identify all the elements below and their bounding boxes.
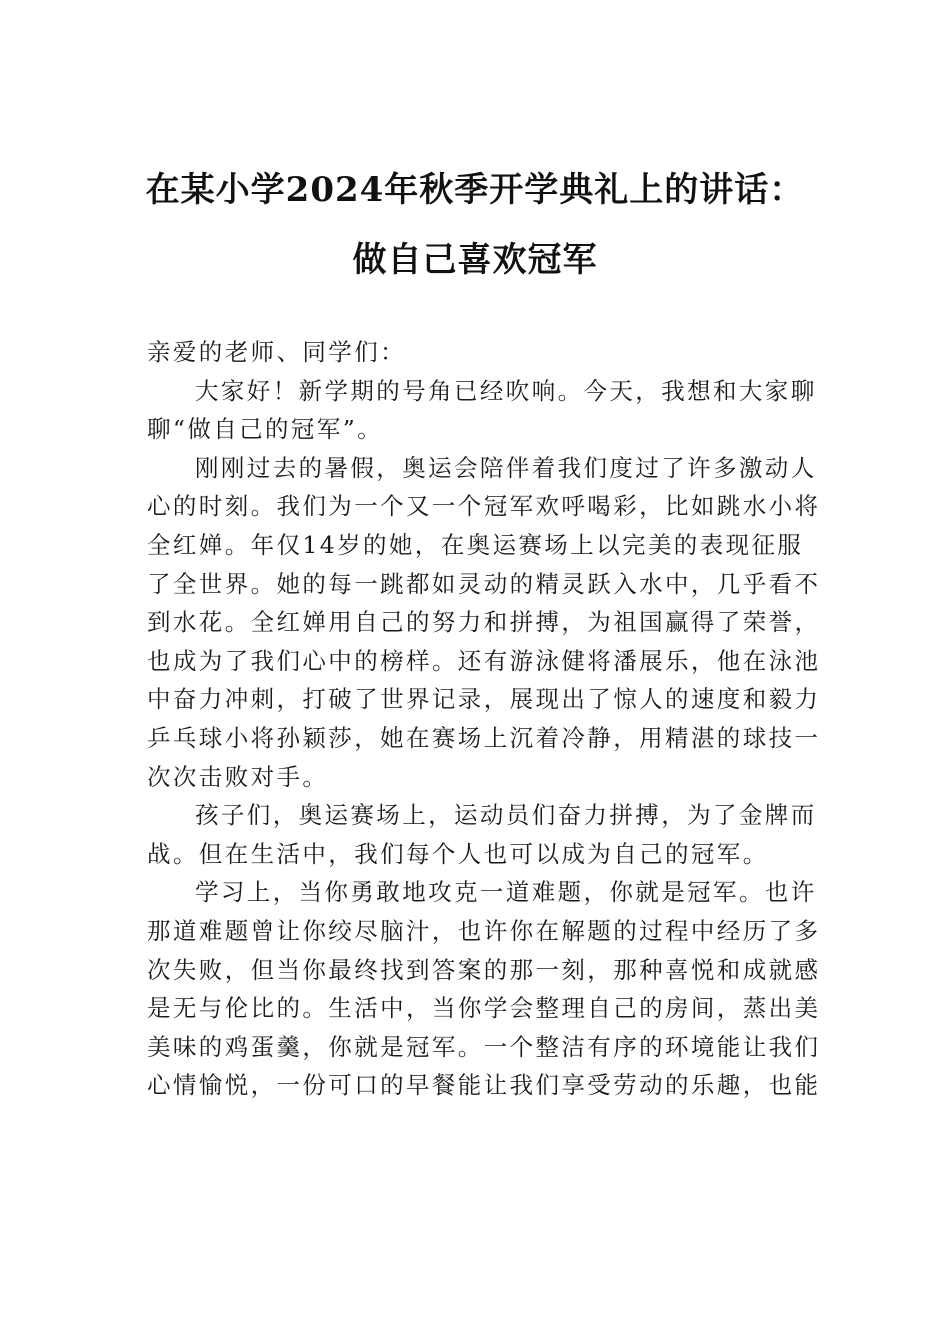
text-line: 次次击败对手。 bbox=[147, 762, 329, 791]
text-line: 心的时刻。我们为一个又一个冠军欢呼喝彩，比如跳水小将 bbox=[147, 492, 821, 521]
text-line: 了全世界。她的每一跳都如灵动的精灵跃入水中，几乎看不 bbox=[147, 569, 821, 598]
text-line: 心情愉悦，一份可口的早餐能让我们享受劳动的乐趣，也能 bbox=[147, 1071, 821, 1100]
text-line: 到水花。全红婵用自己的努力和拼搏，为祖国赢得了荣誉， bbox=[147, 608, 821, 637]
text-line: 次失败，但当你最终找到答案的那一刻，那种喜悦和成就感 bbox=[147, 955, 821, 984]
salutation: 亲爱的老师、同学们： bbox=[147, 338, 406, 366]
text-line: 全红婵。年仅14岁的她，在奥运赛场上以完美的表现征服 bbox=[147, 530, 804, 559]
text-line: 战。但在生活中，我们每个人也可以成为自己的冠军。 bbox=[147, 839, 769, 868]
title-line-2: 做自己喜欢冠军 bbox=[352, 240, 598, 280]
text-line: 是无与伦比的。生活中，当你学会整理自己的房间，蒸出美 bbox=[147, 994, 821, 1023]
text-line: 那道难题曾让你绞尽脑汁，也许你在解题的过程中经历了多 bbox=[147, 916, 821, 945]
title-line-1: 在某小学2024年秋季开学典礼上的讲话： bbox=[145, 170, 805, 210]
text-line: 学习上，当你勇敢地攻克一道难题，你就是冠军。也许 bbox=[195, 878, 817, 907]
text-line: 乒乓球小将孙颖莎，她在赛场上沉着冷静，用精湛的球技一 bbox=[147, 723, 821, 752]
speech-body bbox=[147, 333, 821, 1105]
text-line: 美味的鸡蛋羹，你就是冠军。一个整洁有序的环境能让我们 bbox=[147, 1032, 821, 1061]
text-line: 刚刚过去的暑假，奥运会陪伴着我们度过了许多激动人 bbox=[195, 453, 817, 482]
text-line: 孩子们，奥运赛场上，运动员们奋力拼搏，为了金牌而 bbox=[195, 801, 817, 830]
text-line: 大家好！新学期的号角已经吹响。今天，我想和大家聊 bbox=[195, 376, 817, 405]
text-line: 聊“做自己的冠军”。 bbox=[147, 415, 384, 444]
text-line: 中奋力冲刺，打破了世界记录，展现出了惊人的速度和毅力 bbox=[147, 685, 821, 714]
text-line: 也成为了我们心中的榜样。还有游泳健将潘展乐，他在泳池 bbox=[147, 646, 821, 675]
